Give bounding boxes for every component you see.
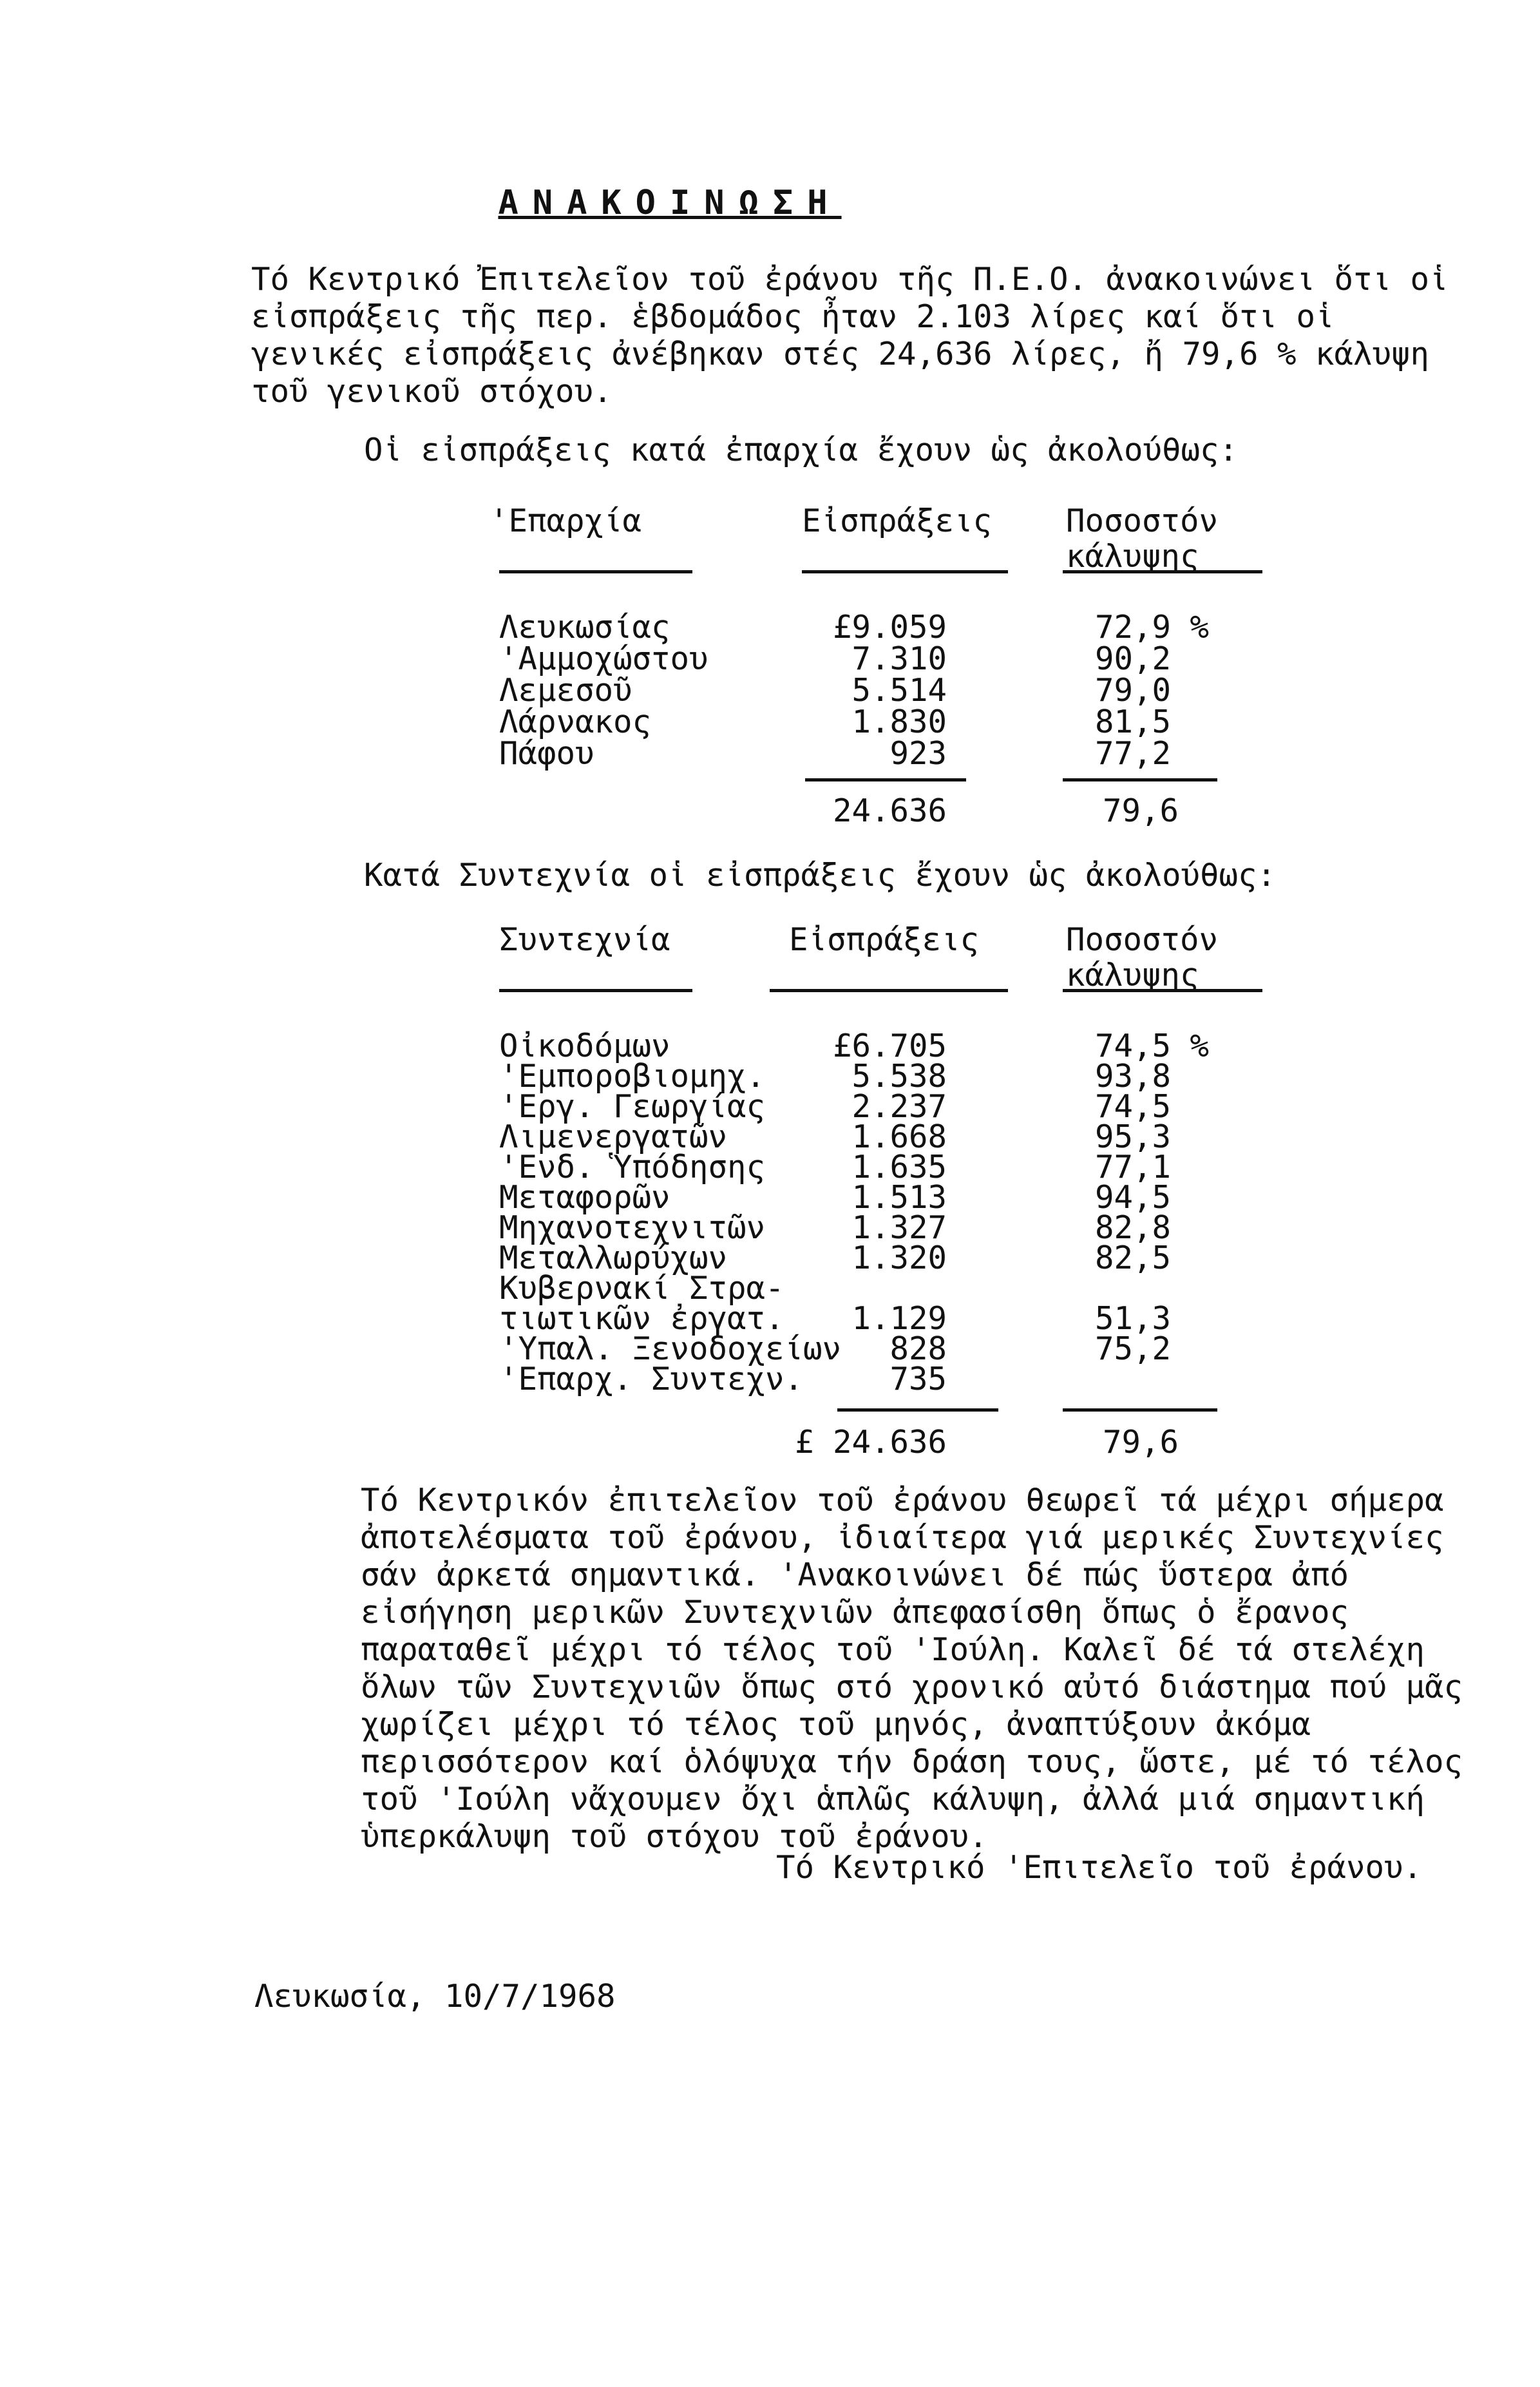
table-row-pct: 93,8 (1095, 1058, 1172, 1095)
document-title: ΑΝΑΚΟΙΝΩΣΗ (498, 184, 842, 222)
closing-paragraph: Τό Κεντρικόν ἐπιτελεῖον τοῦ ἐράνου θεωρεῖ τά μέχρι σήμερα ἀποτελέσματα τοῦ ἐράνου, ἰδιαίτερα γιά μερικές Συντεχνίες σάν ἀρκετά σημαντικά. 'Ανακοινώνει δέ πώς ὕστερα ἀπό εἰσήγηση μερικῶν Συντεχνιῶν ἀπεφασίσθη ὅπως ὁ ἔρανος παραταθεῖ μέχρι τό τέλος τοῦ 'Ιούλη. Καλεῖ δέ τά στελέχη ὅλων τῶν Συντεχνιῶν ὅπως στό χρονικό αὐτό διάστημα πού μᾶς χωρίζει μέχρι τό τέλος τοῦ μηνός, ἀναπτύξουν ἀκόμα περισσότερον καί ὁλόψυχα τήν δράση τους, ὥστε, μέ τό τέλος τοῦ 'Ιούλη νἄχουμεν ὄχι ἁπλῶς κάλυψη, ἀλλά μιά σημαντική ὑπερκάλυψη τοῦ στόχου τοῦ ἐράνου. (361, 1482, 1482, 1855)
table-row-amount: 735 (889, 1361, 947, 1397)
table-row-pct: 72,9 % (1095, 609, 1210, 646)
table-row-name: 'Αμμοχώστου (499, 640, 708, 677)
table-row-pct: 75,2 (1095, 1330, 1172, 1367)
table-row-amount: 923 (889, 735, 947, 772)
table-row-pct: 74,5 % (1095, 1028, 1210, 1064)
table-row-amount: 5.538 (851, 1058, 947, 1095)
table-row-pct: 82,5 (1095, 1240, 1172, 1276)
table-row-pct: 94,5 (1095, 1179, 1172, 1216)
table-row-amount: 1.327 (851, 1209, 947, 1246)
t1-header-percent: Ποσοστόν (1066, 503, 1219, 539)
table-row-pct: 95,3 (1095, 1118, 1172, 1155)
date-line: Λευκωσία, 10/7/1968 (254, 1978, 616, 2015)
t1-rule (499, 570, 692, 573)
table-row-name: 'Ενδ. Ὑπόδησης (499, 1149, 766, 1185)
table-row-amount: £9.059 (832, 609, 947, 646)
t2-rule (1063, 989, 1262, 992)
table-row-amount: 1.320 (851, 1240, 947, 1276)
table-row-amount: 1.513 (851, 1179, 947, 1216)
t2-header-receipts: Εἰσπράξεις (789, 921, 980, 958)
t2-header-coverage: κάλυψης (1066, 957, 1199, 993)
t1-header-receipts: Εἰσπράξεις (802, 503, 993, 539)
table-row-pct: 77,2 (1095, 735, 1172, 772)
table-row-name: Μηχανοτεχνιτῶν (499, 1209, 766, 1246)
t1-header-province: 'Επαρχία (490, 503, 642, 539)
t2-total-rule (837, 1408, 998, 1412)
table-row-amount: 1.635 (851, 1149, 947, 1185)
table-row-name: Μεταφορῶν (499, 1179, 670, 1216)
t2-header-guild: Συντεχνία (499, 921, 670, 958)
table-row-name: Οἰκοδόμων (499, 1028, 670, 1064)
table-row-pct: 90,2 (1095, 640, 1172, 677)
table-row-amount: £6.705 (832, 1028, 947, 1064)
table-row-name: Λάρνακος (499, 704, 652, 740)
table-row-amount: 7.310 (851, 640, 947, 677)
section1-intro: Οἱ εἰσπράξεις κατά ἐπαρχία ἔχουν ὡς ἀκολούθως: (364, 432, 1239, 468)
t2-header-percent: Ποσοστόν (1066, 921, 1219, 958)
table-row-name: τιωτικῶν ἐργατ. (499, 1300, 784, 1337)
table-row-amount: 1.830 (851, 704, 947, 740)
table-row-pct: 82,8 (1095, 1209, 1172, 1246)
t1-header-coverage: κάλυψης (1066, 538, 1199, 575)
table-row-amount: 828 (889, 1330, 947, 1367)
table-row-amount: 5.514 (851, 672, 947, 709)
t1-total-pct: 79,6 (1102, 792, 1179, 829)
table-row-name: Λεμεσοῦ (499, 672, 632, 709)
t1-total-amount: 24.636 (832, 792, 947, 829)
table-row-name: Μεταλλωρύχων (499, 1240, 728, 1276)
section2-intro: Κατά Συντεχνία οἱ εἰσπράξεις ἔχουν ὡς ἀκολούθως: (364, 857, 1277, 894)
t2-rule (499, 989, 692, 992)
table-row-name: 'Εμποροβιομηχ. (499, 1058, 766, 1095)
table-row-name: Πάφου (499, 735, 594, 772)
t2-total-pct: 79,6 (1102, 1424, 1179, 1461)
table-row-amount: 1.129 (851, 1300, 947, 1337)
t1-rule (802, 570, 1008, 573)
table-row-name: Λιμενεργατῶν (499, 1118, 728, 1155)
table-row-pct: 81,5 (1095, 704, 1172, 740)
table-row-pct: 79,0 (1095, 672, 1172, 709)
table-row-amount: 2.237 (851, 1088, 947, 1125)
t2-total-amount: £ 24.636 (794, 1424, 947, 1461)
table-row-name: 'Επαρχ. Συντεχν. (499, 1361, 804, 1397)
t2-total-rule (1063, 1408, 1217, 1412)
t1-rule (1063, 570, 1262, 573)
table-row-pct: 77,1 (1095, 1149, 1172, 1185)
t1-total-rule (1063, 778, 1217, 781)
table-row-amount: 1.668 (851, 1118, 947, 1155)
table-row-pct: 74,5 (1095, 1088, 1172, 1125)
table-row-name: Λευκωσίας (499, 609, 670, 646)
t2-rule (770, 989, 1008, 992)
intro-paragraph: Τό Κεντρικό Ἐπιτελεῖον τοῦ ἐράνου τῆς Π.Ε.Ο. ἀνακοινώνει ὅτι οἱ εἰσπράξεις τῆς περ. ἑβδομάδος ἦταν 2.103 λίρες καί ὅτι οἱ γενικές εἰσπράξεις ἀνέβηκαν στές 24,636 λίρες, ἤ 79,6 % κάλυψη τοῦ γενικοῦ στόχου. (251, 261, 1468, 410)
table-row-name: 'Υπαλ. Ξενοδοχείων (499, 1330, 842, 1367)
table-row-pct: 51,3 (1095, 1300, 1172, 1337)
t1-total-rule (805, 778, 966, 781)
table-row-name: Κυβερνακί Στρα- (499, 1270, 784, 1307)
signature-line: Τό Κεντρικό 'Επιτελεῖο τοῦ ἐράνου. (776, 1849, 1423, 1886)
table-row-name: 'Εργ. Γεωργίας (499, 1088, 766, 1125)
